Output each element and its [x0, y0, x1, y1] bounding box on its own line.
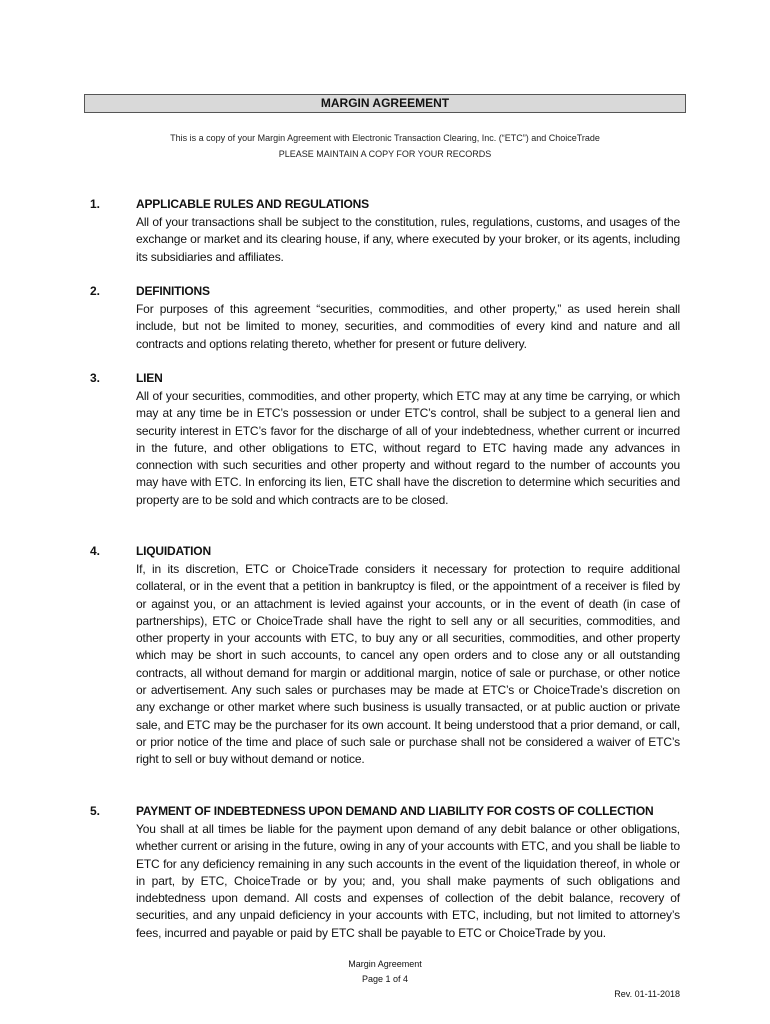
page-number: Page 1 of 4: [361, 974, 409, 984]
section-number: 3.: [90, 371, 101, 385]
section-heading: DEFINITIONS: [136, 284, 210, 298]
section-body: For purposes of this agreement “securities, commodities, and other property,” as used herein shall include, but not be limited to money, securities, and commodities of every kind and nature and all contracts and options relating thereto, whether for present or future delivery.: [136, 302, 680, 351]
intro-line: This is a copy of your Margin Agreement with Electronic Transaction Clearing, Inc. (“ETC”) and ChoiceTrade: [170, 133, 600, 143]
footer-doc-name: Margin Agreement: [348, 959, 422, 969]
section-number: 2.: [90, 284, 101, 298]
section-body: All of your securities, commodities, and other property, which ETC may at any time be carrying, or which may at any time be in ETC’s possession or under ETC’s control, shall be subject to a general lien and security interest in ETC’s favor for the discharge of all of your indebtedness, whether current or incurred in the future, and other obligations to ETC, without regard to ETC having made any advances in connection with such securities and other property and without regard to the number of accounts you may have with ETC. In enforcing its lien, ETC shall have the discretion to determine which securities and property are to be sold and which contracts are to be closed.: [136, 389, 680, 507]
section-body: If, in its discretion, ETC or ChoiceTrade considers it necessary for protection to require additional collateral, or in the event that a petition in bankruptcy is filed, or the appointment of a receiver is filed by or against you, or an attachment is levied against your accounts, or in the event of death (in case of partnerships), ETC or ChoiceTrade shall have the right to sell any or all securities, commodities, and other property in your accounts with ETC, to buy any or all securities, commodities, and other property which may be short in such accounts, to cancel any open orders and to close any or all outstanding contracts, all without demand for margin or additional margin, notice of sale or purchase, or other notice or advertisement. Any such sales or purchases may be made at ETC’s or ChoiceTrade’s discretion on any exchange or other market where such business is usually transacted, or at public auction or private sale, and ETC may be the purchaser for its own account. It being understood that a prior demand, or call, or prior notice of the time and place of such sale or purchase shall not be considered a waiver of ETC’s right to sell or buy without demand or notice.: [136, 562, 680, 767]
section-number: 5.: [90, 804, 101, 818]
section-body: You shall at all times be liable for the payment upon demand of any debit balance or other obligations, whether current or arising in the future, owing in any of your accounts with ETC, and you shall be liable to ETC for any deficiency remaining in any such accounts in the event of the liquidation thereof, in whole or in part, by ETC, ChoiceTrade or by you; and, you shall make payments of such obligations and indebtedness upon demand. All costs and expenses of collection of the debit balance, recovery of securities, and any unpaid deficiency in your accounts with ETC, including, but not limited to attorney’s fees, incurred and payable or paid by ETC shall be payable to ETC or ChoiceTrade by you.: [136, 822, 680, 940]
section-number: 4.: [90, 544, 101, 558]
document-title: MARGIN AGREEMENT: [84, 94, 686, 113]
section-number: 1.: [90, 197, 101, 211]
section-heading: LIQUIDATION: [136, 544, 211, 558]
section-heading: APPLICABLE RULES AND REGULATIONS: [136, 197, 369, 211]
section-heading: PAYMENT OF INDEBTEDNESS UPON DEMAND AND LIABILITY FOR COSTS OF COLLECTION: [136, 804, 654, 818]
section-body: All of your transactions shall be subject to the constitution, rules, regulations, customs, and usages of the exchange or market and its clearing house, if any, where executed by your broker, or its agents, including its subsidiaries and affiliates.: [136, 215, 680, 264]
section-heading: LIEN: [136, 371, 163, 385]
revision-date: Rev. 01-11-2018: [614, 989, 680, 999]
records-notice: PLEASE MAINTAIN A COPY FOR YOUR RECORDS: [278, 149, 492, 159]
